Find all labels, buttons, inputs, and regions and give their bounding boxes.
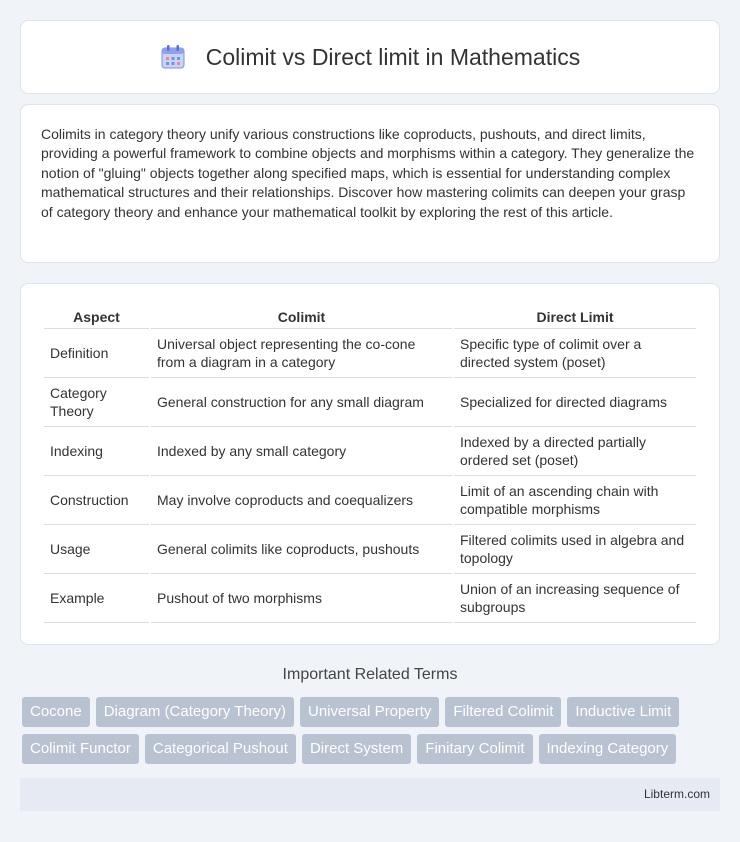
tag-indexing-category[interactable]: Indexing Category [539,734,677,764]
tag-diagram[interactable]: Diagram (Category Theory) [96,697,294,727]
tag-colimit-functor[interactable]: Colimit Functor [22,734,139,764]
related-terms-title: Important Related Terms [282,666,458,683]
title-card [20,20,720,94]
footer [20,778,720,811]
table-row [44,525,696,574]
cell-aspect: Usage [44,525,149,574]
tag-cocone[interactable]: Cocone [22,697,90,727]
tag-row [22,697,722,727]
table-row [44,574,696,623]
cell-colimit: General colimits like coproducts, pushouts [151,525,452,574]
tag-filtered-colimit[interactable]: Filtered Colimit [445,697,561,727]
comparison-table [42,304,698,623]
cell-aspect: Example [44,574,149,623]
cell-direct-limit: Filtered colimits used in algebra and topology [454,525,696,574]
header-direct-limit: Direct Limit [454,304,696,329]
intro-card [20,104,720,263]
header-colimit: Colimit [151,304,452,329]
tag-inductive-limit[interactable]: Inductive Limit [567,697,679,727]
tag-direct-system[interactable]: Direct System [302,734,411,764]
cell-colimit: May involve coproducts and coequalizers [151,476,452,525]
cell-direct-limit: Union of an increasing sequence of subgroups [454,574,696,623]
cell-direct-limit: Specialized for directed diagrams [454,378,696,427]
page-title: Colimit vs Direct limit in Mathematics [205,43,581,70]
cell-direct-limit: Limit of an ascending chain with compatible morphisms [454,476,696,525]
tag-categorical-pushout[interactable]: Categorical Pushout [145,734,296,764]
comparison-card [20,283,720,645]
tag-universal-property[interactable]: Universal Property [300,697,439,727]
header-aspect: Aspect [44,304,149,329]
cell-colimit: Indexed by any small category [151,427,452,476]
table-row [44,329,696,378]
tag-finitary-colimit[interactable]: Finitary Colimit [417,734,532,764]
cell-colimit: General construction for any small diagram [151,378,452,427]
tag-row [22,734,722,764]
cell-colimit: Universal object representing the co-cone from a diagram in a category [151,329,452,378]
table-row [44,378,696,427]
calendar-icon [160,44,186,70]
cell-direct-limit: Indexed by a directed partially ordered set (poset) [454,427,696,476]
related-terms [22,697,722,771]
cell-direct-limit: Specific type of colimit over a directed system (poset) [454,329,696,378]
cell-aspect: Definition [44,329,149,378]
cell-aspect: Construction [44,476,149,525]
intro-text: Colimits in category theory unify various constructions like coproducts, pushouts, and direct limits, providing a powerful framework to combine objects and morphisms within a category. They generalize the notion of "gluing" objects together along specified maps, which is essential for understanding complex mathematical structures and their relationships. Discover how mastering colimits can deepen your grasp of category theory and enhance your mathematical toolkit by exploring the rest of this article. [41,126,695,220]
cell-aspect: Indexing [44,427,149,476]
cell-colimit: Pushout of two morphisms [151,574,452,623]
table-header-row [44,304,696,329]
table-row [44,476,696,525]
cell-aspect: Category Theory [44,378,149,427]
table-row [44,427,696,476]
footer-site-link[interactable]: Libterm.com [643,787,710,801]
